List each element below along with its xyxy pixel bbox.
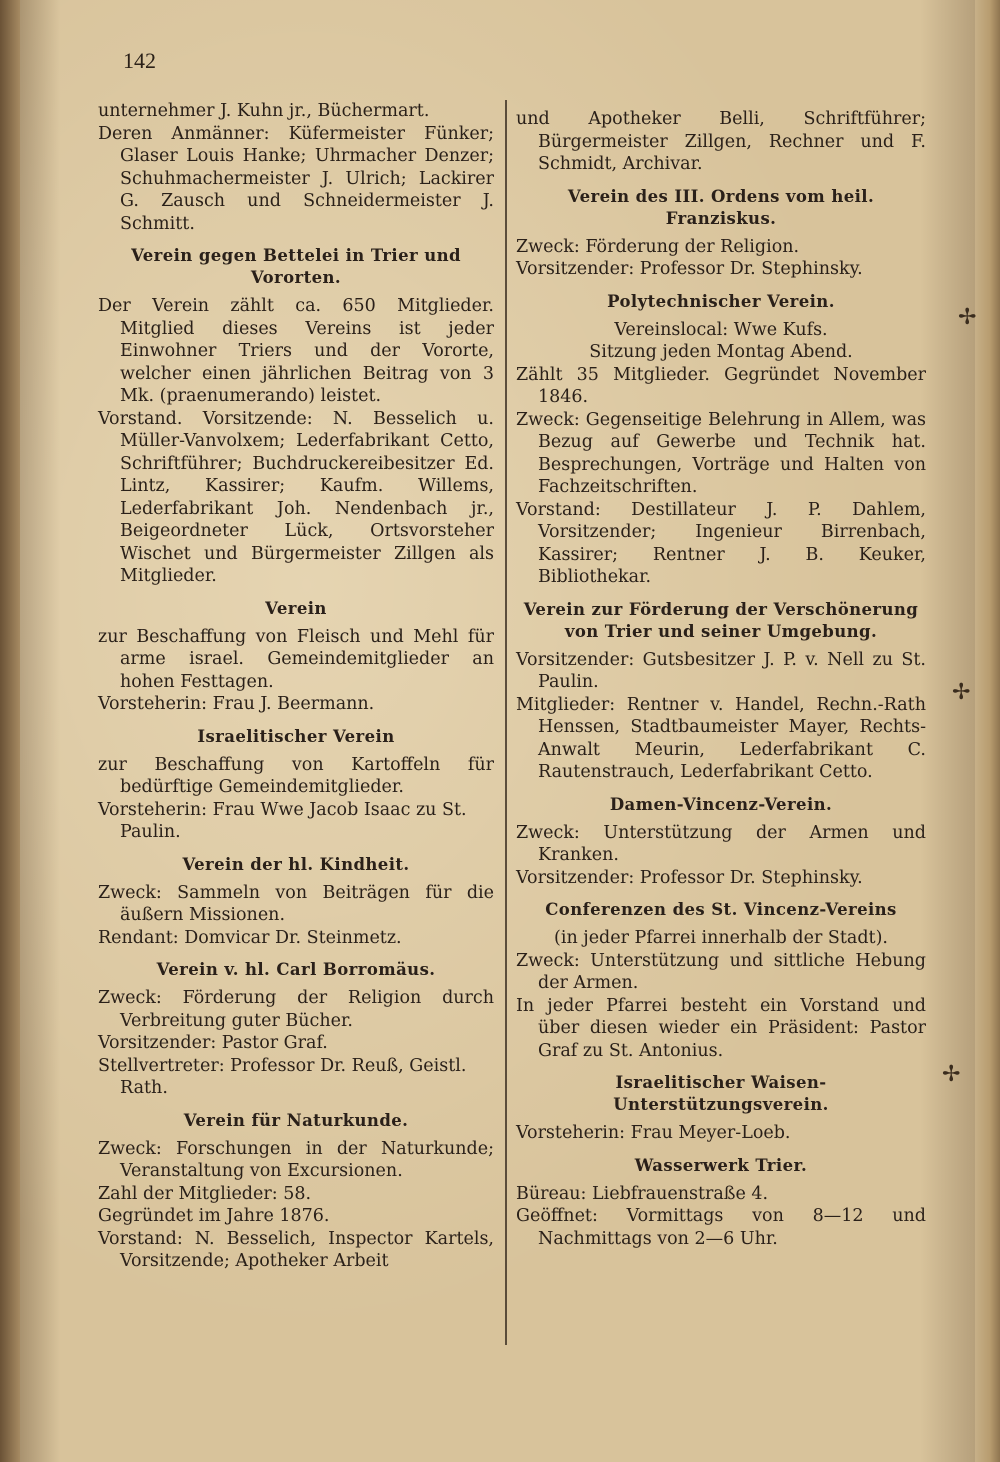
paragraph: Vorsitzender: Gutsbesitzer J. P. v. Nell zu St. Paulin.	[516, 649, 926, 692]
section-heading: Verein	[265, 598, 327, 618]
paragraph: Vorsitzender: Pastor Graf.	[98, 1033, 328, 1053]
paragraph: Vorsteherin: Frau Meyer-Loeb.	[516, 1123, 791, 1143]
section-heading: Israelitischer Verein	[197, 726, 395, 746]
margin-cross-mark: ✢	[952, 680, 971, 705]
section-heading: Damen-Vincenz-Verein.	[609, 794, 833, 814]
section-heading: Verein v. hl. Carl Borromäus.	[156, 960, 436, 979]
paragraph: Vorsteherin: Frau Wwe Jacob Isaac zu St. Paulin.	[98, 799, 467, 842]
page-edge	[975, 0, 1000, 1462]
right-column	[516, 108, 926, 1250]
section-heading: Polytechnischer Verein.	[607, 291, 835, 311]
paragraph: Rendant: Domvicar Dr. Steinmetz.	[98, 927, 402, 948]
paragraph: Zweck: Förderung der Religion.	[516, 236, 800, 257]
paragraph: Vereinslocal: Wwe Kufs.	[614, 319, 828, 340]
paragraph: Vorsitzender: Professor Dr. Stephinsky.	[516, 259, 863, 279]
paragraph: Vorsteherin: Frau J. Beermann.	[98, 694, 375, 714]
section-heading: Conferenzen des St. Vincenz-Vereins	[545, 900, 897, 919]
margin-cross-mark: ✢	[958, 305, 977, 330]
paragraph: Büreau: Liebfrauenstraße 4.	[516, 1183, 769, 1204]
section-heading: Verein zur Förderung der Verschönerung von Trier und seiner Umgebung.	[523, 599, 919, 641]
paragraph: Zweck: Unterstützung und sittliche Hebung der Armen.	[516, 950, 926, 993]
paragraph: zur Beschaffung von Kartoffeln für bedürftige Gemeindemitglieder.	[98, 754, 494, 797]
page-number: 142	[123, 48, 156, 73]
paragraph: Vorstand. Vorsitzende: N. Besselich u. Müller-Vanvolxem; Lederfabrikant Cetto, Schriftführer; Buchdruckereibesitzer Ed. Lintz, Kassirer; Kaufm. Willems, Lederfabrikant Joh. Nendenbach jr., Beigeordneter Lück, Ortsvorsteher Wischet und Bürgermeister Zillgen als Mitglieder.	[98, 408, 494, 586]
section-heading: Verein des III. Ordens vom heil. Franziskus.	[567, 186, 875, 228]
paragraph: Vorstand: Destillateur J. P. Dahlem, Vorsitzender; Ingenieur Birrenbach, Kassirer; Rentner J. B. Keuker, Bibliothekar.	[516, 499, 926, 587]
paragraph: Zweck: Förderung der Religion durch Verbreitung guter Bücher.	[98, 988, 494, 1031]
paragraph: Zahl der Mitglieder: 58.	[98, 1183, 312, 1204]
paragraph: Deren Anmänner: Küfermeister Fünker; Glaser Louis Hanke; Uhrmacher Denzer; Schuhmachermeister J. Ulrich; Lackirer G. Zausch und Schneidermeister J. Schmitt.	[98, 123, 494, 234]
section-heading: Wasserwerk Trier.	[634, 1155, 808, 1175]
paragraph: Vorsitzender: Professor Dr. Stephinsky.	[516, 867, 863, 888]
section-heading: Israelitischer Waisen-Unterstützungsverein.	[613, 1073, 829, 1114]
left-column	[98, 100, 494, 1273]
paragraph: Stellvertreter: Professor Dr. Reuß, Geistl. Rath.	[98, 1055, 467, 1098]
paragraph: Zweck: Sammeln von Beiträgen für die äußern Missionen.	[98, 882, 494, 925]
paragraph: Zweck: Unterstützung der Armen und Kranken.	[516, 822, 926, 865]
paragraph: In jeder Pfarrei besteht ein Vorstand und über diesen wieder ein Präsident: Pastor Graf zu St. Antonius.	[516, 995, 926, 1061]
margin-cross-mark: ✢	[942, 1062, 961, 1087]
paragraph: Mitglieder: Rentner v. Handel, Rechn.-Rath Henssen, Stadtbaumeister Mayer, Rechts-Anwalt Meurin, Lederfabrikant C. Rautenstrauch, Lederfabrikant Cetto.	[516, 694, 926, 782]
paragraph: und Apotheker Belli, Schriftführer; Bürgermeister Zillgen, Rechner und F. Schmidt, Archivar.	[516, 109, 926, 174]
section-heading: Verein für Naturkunde.	[183, 1110, 409, 1130]
section-heading: Verein der hl. Kindheit.	[182, 854, 410, 874]
section-heading: Verein gegen Bettelei in Trier und Vororten.	[131, 246, 461, 287]
paragraph: zur Beschaffung von Fleisch und Mehl für arme israel. Gemeindemitglieder an hohen Festtagen.	[98, 626, 494, 692]
paragraph: Zählt 35 Mitglieder. Gegründet November 1846.	[516, 364, 926, 407]
paragraph: Gegründet im Jahre 1876.	[98, 1206, 330, 1226]
paragraph: Geöffnet: Vormittags von 8—12 und Nachmittags von 2—6 Uhr.	[516, 1206, 926, 1249]
paragraph: Zweck: Forschungen in der Naturkunde; Veranstaltung von Excursionen.	[98, 1138, 494, 1181]
paragraph: Zweck: Gegenseitige Belehrung in Allem, was Bezug auf Gewerbe und Technik hat. Besprechungen, Vorträge und Halten von Fachzeitschriften.	[516, 409, 926, 497]
book-spine-shadow	[0, 0, 20, 1462]
paragraph: unternehmer J. Kuhn jr., Büchermart.	[98, 101, 430, 121]
paragraph: Sitzung jeden Montag Abend.	[589, 342, 853, 362]
paragraph: (in jeder Pfarrei innerhalb der Stadt).	[554, 928, 888, 948]
paragraph: Vorstand: N. Besselich, Inspector Kartels, Vorsitzende; Apotheker Arbeit	[98, 1228, 494, 1271]
column-divider	[505, 100, 507, 1345]
paragraph: Der Verein zählt ca. 650 Mitglieder. Mitglied dieses Vereins ist jeder Einwohner Triers und der Vororte, welcher einen jährlichen Beitrag von 3 Mk. (praenumerando) leistet.	[98, 296, 494, 406]
